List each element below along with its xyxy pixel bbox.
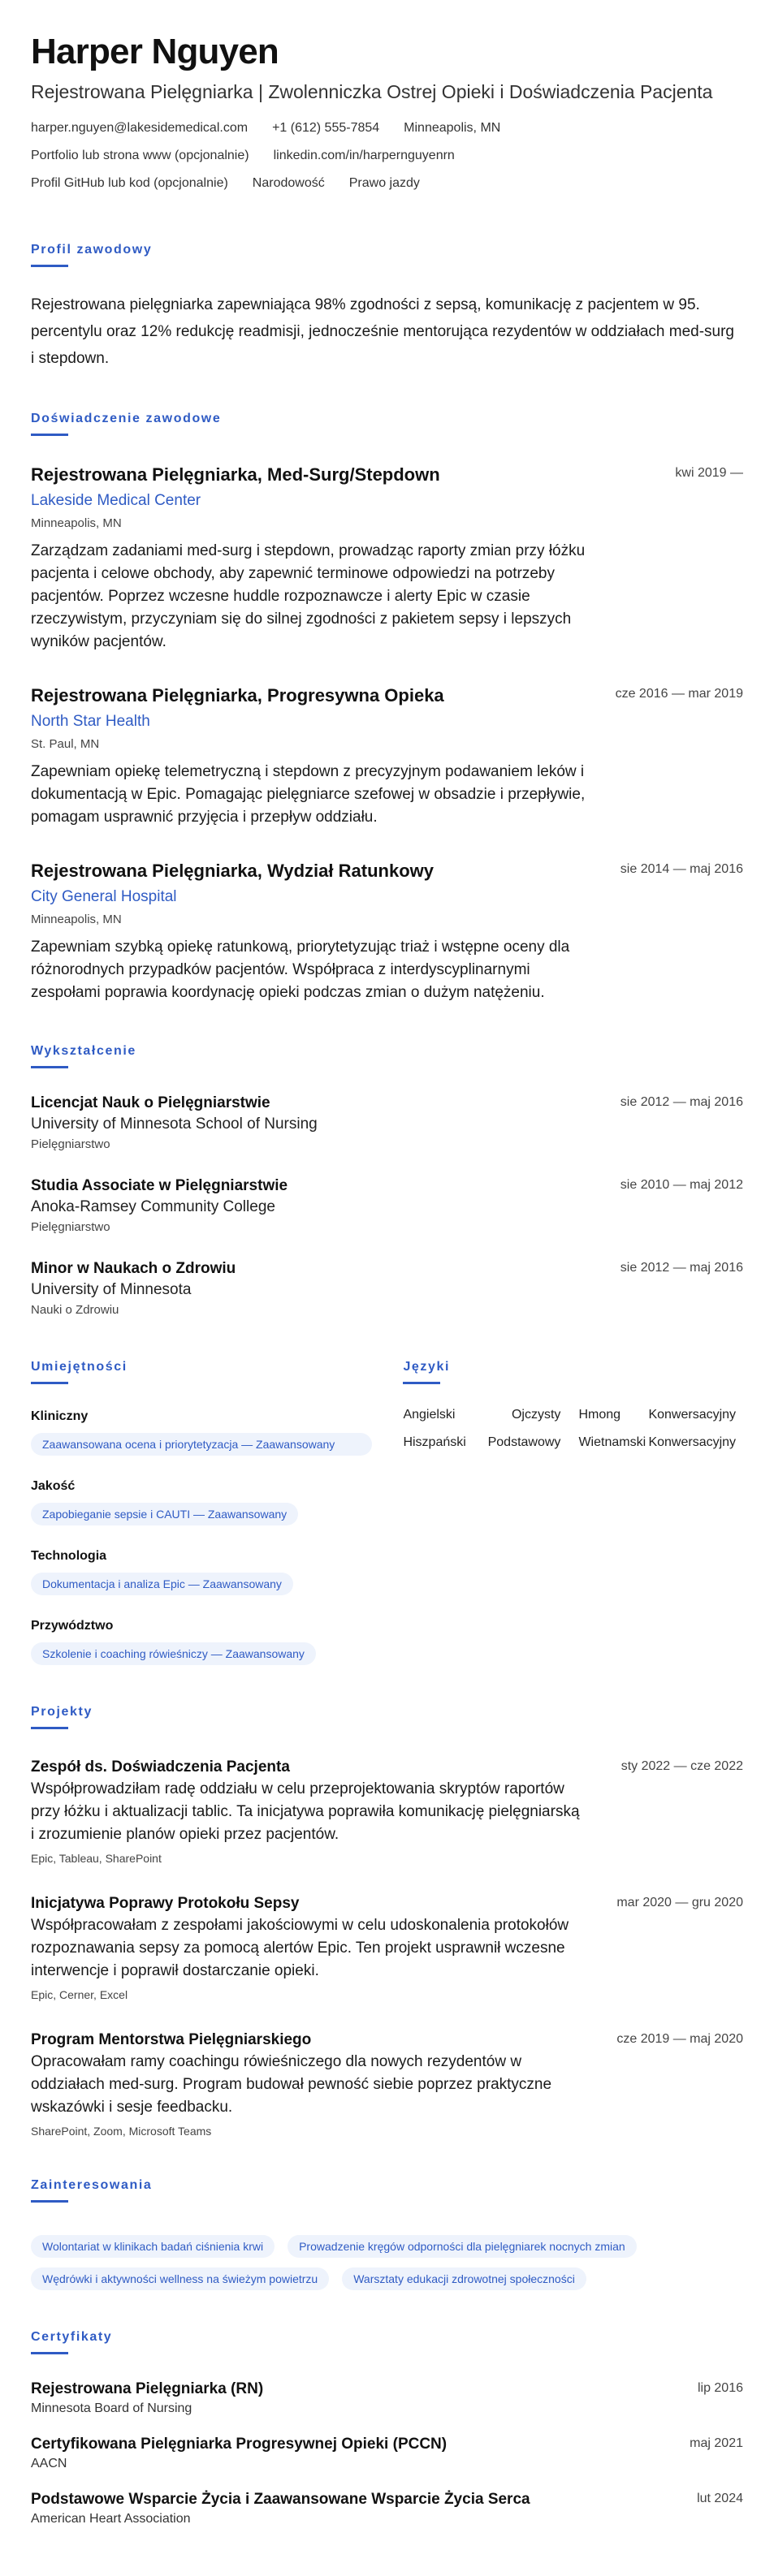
school-name: University of Minnesota	[31, 1281, 192, 1298]
language-name: Wietnamski	[578, 1435, 646, 1449]
section-divider	[31, 1727, 68, 1729]
interest-tag: Warsztaty edukacji zdrowotnej społeczności	[342, 2267, 586, 2290]
job-description: Zapewniam opiekę telemetryczną i stepdown z precyzyjnym podawaniem leków i dokumentacją w Epic. Pomagając pielęgniarce szefowej w obsadzie i przepływie, pomagam usprawnić przyjęcia i przepływ oddziału.	[31, 763, 586, 826]
linkedin-link[interactable]: linkedin.com/in/harpernguyenrn	[273, 149, 455, 162]
education-entry	[31, 1093, 743, 1154]
certificate-name: Rejestrowana Pielęgniarka (RN)	[31, 2380, 264, 2397]
summary-text: Rejestrowana pielęgniarka zapewniająca 98% zgodności z sepsą, komunikację z pacjentem w 95. percentylu oraz 12% redukcję readmisji, jednocześnie mentorująca rezydentów w oddziałach med-surg i stepdown.	[31, 296, 734, 367]
section-divider	[31, 2200, 68, 2203]
job-title: Rejestrowana Pielęgniarka, Wydział Ratunkowy	[31, 861, 434, 881]
language-level: Podstawowy	[487, 1435, 561, 1449]
portfolio-link[interactable]: Portfolio lub strona www (opcjonalnie)	[31, 149, 249, 162]
certificate-date: lip 2016	[697, 2381, 743, 2395]
skill-category: Przywództwo	[31, 1619, 114, 1633]
languages-section	[403, 1359, 743, 1665]
location: Minneapolis, MN	[404, 121, 501, 135]
field-of-study: Pielęgniarstwo	[31, 1220, 110, 1234]
driving-license: Prawo jazdy	[348, 176, 420, 190]
experience-section	[31, 411, 743, 1004]
section-title-projects: Projekty	[31, 1705, 93, 1719]
job-company: City General Hospital	[31, 888, 177, 905]
email-link[interactable]: harper.nguyen@lakesidemedical.com	[31, 121, 249, 135]
education-date: sie 2012 — maj 2016	[620, 1095, 743, 1109]
job-entry	[31, 684, 743, 829]
certificates-section	[31, 2329, 743, 2528]
interests-list	[31, 2225, 746, 2290]
degree-title: Studia Associate w Pielęgniarstwie	[31, 1177, 288, 1194]
project-title: Inicjatywa Poprawy Protokołu Sepsy	[31, 1895, 300, 1912]
project-description: Współprowadziłam radę oddziału w celu przeprojektowania skryptów raportów przy łóżku i aktualizacji tablic. Ta inicjatywa poprawiła komunikację pielęgniarską i zrozumienie planów opieki przez pacjentów.	[31, 1780, 580, 1843]
project-tech: Epic, Cerner, Excel	[31, 1988, 128, 2001]
section-divider	[403, 1382, 440, 1384]
certificate-name: Certyfikowana Pielęgniarka Progresywnej Opieki (PCCN)	[31, 2436, 448, 2453]
language-level: Ojczysty	[511, 1408, 561, 1422]
certificate-date: maj 2021	[690, 2436, 743, 2450]
certificate-entry	[31, 2489, 743, 2528]
contact-row-3	[31, 175, 743, 192]
section-title-education: Wykształcenie	[31, 1044, 136, 1058]
github-link[interactable]: Profil GitHub lub kod (opcjonalnie)	[31, 176, 228, 190]
education-section	[31, 1043, 743, 1320]
interests-section	[31, 2177, 743, 2290]
resume-header	[31, 31, 743, 192]
project-date: cze 2019 — maj 2020	[616, 2032, 743, 2046]
school-name: Anoka-Ramsey Community College	[31, 1198, 275, 1215]
section-divider	[31, 265, 68, 267]
job-location: St. Paul, MN	[31, 737, 100, 751]
language-row	[403, 1407, 743, 1423]
phone-number[interactable]: +1 (612) 555-7854	[272, 121, 380, 135]
school-name: University of Minnesota School of Nursing	[31, 1115, 318, 1133]
project-date: mar 2020 — gru 2020	[616, 1896, 743, 1909]
projects-section	[31, 1704, 743, 2140]
skill-tag: Dokumentacja i analiza Epic — Zaawansowany	[31, 1573, 293, 1595]
skill-group	[31, 1409, 403, 1456]
project-tech: SharePoint, Zoom, Microsoft Teams	[31, 2125, 212, 2138]
certificate-entry	[31, 2434, 743, 2473]
section-title-skills: Umiejętności	[31, 1360, 128, 1374]
certificate-issuer: Minnesota Board of Nursing	[31, 2401, 192, 2415]
job-location: Minneapolis, MN	[31, 516, 122, 530]
headline: Rejestrowana Pielęgniarka | Zwolenniczka Ostrej Opieki i Doświadczenia Pacjenta	[31, 81, 713, 102]
languages-table	[403, 1407, 743, 1451]
skills-languages-row	[31, 1359, 743, 1665]
job-location: Minneapolis, MN	[31, 913, 122, 926]
job-entry	[31, 464, 743, 654]
interest-tag: Prowadzenie kręgów odporności dla pielęgniarek nocnych zmian	[288, 2235, 637, 2258]
job-date: kwi 2019 —	[675, 466, 743, 480]
skill-category: Jakość	[31, 1479, 76, 1493]
contact-row-2	[31, 148, 743, 164]
candidate-name: Harper Nguyen	[31, 32, 279, 71]
language-name: Hiszpański	[403, 1435, 466, 1449]
summary-section	[31, 242, 743, 372]
degree-title: Minor w Naukach o Zdrowiu	[31, 1260, 236, 1277]
job-date: sie 2014 — maj 2016	[620, 862, 743, 876]
certificate-issuer: AACN	[31, 2457, 67, 2470]
education-date: sie 2010 — maj 2012	[620, 1178, 743, 1192]
skills-section	[31, 1359, 403, 1665]
section-title-certificates: Certyfikaty	[31, 2330, 113, 2344]
language-name: Hmong	[578, 1408, 621, 1422]
skill-group	[31, 1618, 403, 1665]
job-description: Zarządzam zadaniami med-surg i stepdown, prowadząc raporty zmian przy łóżku pacjenta i celowe obchody, aby zapewnić terminowe odpowiedzi na potrzeby pacjentów. Poprzez wczesne huddle rozpoznawcze i alerty Epic w czasie rzeczywistym, przyczyniam się do silnej zgodności z pakietem sepsy i lepszych wyników pacjentów.	[31, 542, 586, 650]
project-date: sty 2022 — cze 2022	[620, 1759, 743, 1773]
certificate-date: lut 2024	[697, 2492, 743, 2505]
education-entry	[31, 1258, 743, 1320]
language-name: Angielski	[403, 1408, 456, 1422]
field-of-study: Pielęgniarstwo	[31, 1137, 110, 1151]
job-company: Lakeside Medical Center	[31, 492, 201, 509]
section-title-languages: Języki	[403, 1360, 451, 1374]
section-title-summary: Profil zawodowy	[31, 243, 153, 257]
degree-title: Licencjat Nauk o Pielęgniarstwie	[31, 1094, 270, 1111]
project-description: Współpracowałam z zespołami jakościowymi w celu udoskonalenia protokołów rozpoznawania sepsy za pomocą alertów Epic. Ten projekt usprawnił wczesne interwencje i poprawił dostarczanie opieki.	[31, 1917, 569, 1979]
job-title: Rejestrowana Pielęgniarka, Med-Surg/Stepdown	[31, 464, 440, 485]
nationality: Narodowość	[252, 176, 325, 190]
skill-tag: Szkolenie i coaching rówieśniczy — Zaawansowany	[31, 1642, 316, 1665]
section-title-experience: Doświadczenie zawodowe	[31, 412, 222, 425]
interest-tag: Wolontariat w klinikach badań ciśnienia krwi	[31, 2235, 275, 2258]
project-description: Opracowałam ramy coachingu rówieśniczego dla nowych rezydentów w oddziałach med-surg. Program budował pewność siebie poprzez praktyczne wskazówki i sesje feedbacku.	[31, 2053, 552, 2116]
field-of-study: Nauki o Zdrowiu	[31, 1303, 119, 1317]
section-divider	[31, 1382, 68, 1384]
interest-tag: Wędrówki i aktywności wellness na świeżym powietrzu	[31, 2267, 329, 2290]
job-company: North Star Health	[31, 713, 150, 730]
project-title: Zespół ds. Doświadczenia Pacjenta	[31, 1758, 290, 1776]
skill-category: Technologia	[31, 1549, 107, 1563]
job-entry	[31, 860, 743, 1004]
section-divider	[31, 2352, 68, 2354]
certificate-entry	[31, 2379, 743, 2418]
certificate-name: Podstawowe Wsparcie Życia i Zaawansowane Wsparcie Życia Serca	[31, 2491, 530, 2508]
job-title: Rejestrowana Pielęgniarka, Progresywna Opieka	[31, 685, 444, 705]
job-description: Zapewniam szybką opiekę ratunkową, priorytetyzując triaż i wstępne oceny dla różnorodnych przypadków pacjentów. Współpraca z interdyscyplinarnymi zespołami poprawia koordynację opieki podczas zmian o dużym natężeniu.	[31, 938, 570, 1001]
contact-row-1	[31, 120, 743, 136]
section-title-interests: Zainteresowania	[31, 2178, 153, 2192]
job-date: cze 2016 — mar 2019	[615, 687, 743, 701]
project-entry	[31, 2030, 743, 2140]
skill-group	[31, 1548, 403, 1595]
section-divider	[31, 434, 68, 436]
language-level: Konwersacyjny	[648, 1408, 737, 1422]
skill-group	[31, 1478, 403, 1525]
project-tech: Epic, Tableau, SharePoint	[31, 1852, 162, 1865]
certificate-issuer: American Heart Association	[31, 2512, 191, 2526]
language-row	[403, 1435, 743, 1451]
project-entry	[31, 1893, 743, 2004]
skill-tag: Zaawansowana ocena i priorytetyzacja — Zaawansowany	[31, 1433, 372, 1456]
skill-category: Kliniczny	[31, 1409, 89, 1423]
education-date: sie 2012 — maj 2016	[620, 1261, 743, 1275]
language-level: Konwersacyjny	[648, 1435, 737, 1449]
project-entry	[31, 1757, 743, 1867]
section-divider	[31, 1066, 68, 1068]
education-entry	[31, 1176, 743, 1237]
project-title: Program Mentorstwa Pielęgniarskiego	[31, 2031, 312, 2048]
skill-tag: Zapobieganie sepsie i CAUTI — Zaawansowany	[31, 1503, 298, 1525]
